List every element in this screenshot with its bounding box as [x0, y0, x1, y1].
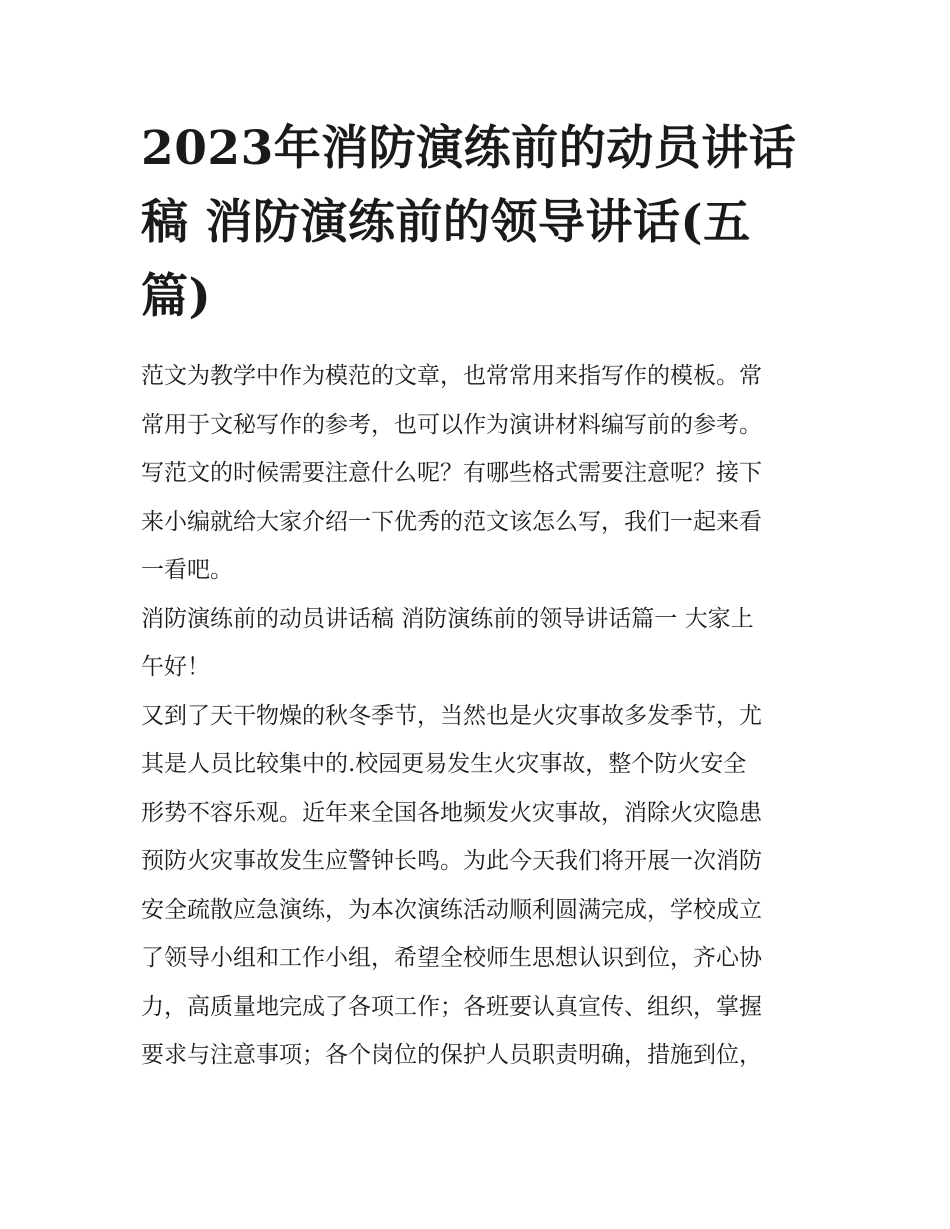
text-line: 安全疏散应急演练，为本次演练活动顺利圆满完成，学校成立	[141, 896, 762, 923]
intro-paragraph	[141, 352, 813, 595]
title-line: 篇)	[141, 269, 212, 324]
text-line: 写范文的时候需要注意什么呢？有哪些格式需要注意呢？接下	[141, 460, 762, 486]
text-line: 消防演练前的动员讲话稿 消防演练前的领导讲话篇一 大家上	[141, 605, 754, 632]
title-line: 2023年消防演练前的动员讲话	[141, 121, 797, 176]
text-line: 形势不容乐观。近年来全国各地频发火灾事故，消除火灾隐患	[141, 799, 762, 826]
text-line: 要求与注意事项；各个岗位的保护人员职责明确，措施到位，	[141, 1042, 762, 1068]
text-line: 力，高质量地完成了各项工作；各班要认真宣传、组织，掌握	[141, 993, 762, 1020]
body-paragraph	[141, 692, 813, 1080]
text-line: 一看吧。	[141, 557, 233, 583]
title-line: 稿 消防演练前的领导讲话(五	[141, 195, 751, 250]
text-line: 午好！	[141, 654, 210, 680]
text-line: 了领导小组和工作小组，希望全校师生思想认识到位，齐心协	[141, 945, 762, 971]
text-line: 又到了天干物燥的秋冬季节，当然也是火灾事故多发季节，尤	[141, 702, 762, 729]
section-heading-paragraph	[141, 595, 813, 692]
text-line: 预防火灾事故发生应警钟长鸣。为此今天我们将开展一次消防	[141, 848, 762, 874]
text-line: 其是人员比较集中的.校园更易发生火灾事故，整个防火安全	[141, 751, 747, 777]
text-line: 常用于文秘写作的参考，也可以作为演讲材料编写前的参考。	[141, 411, 762, 438]
document-body	[141, 112, 813, 1080]
text-line: 范文为教学中作为模范的文章，也常常用来指写作的模板。常	[141, 363, 762, 389]
text-line: 来小编就给大家介绍一下优秀的范文该怎么写，我们一起来看	[141, 508, 762, 535]
document-title	[141, 112, 813, 334]
